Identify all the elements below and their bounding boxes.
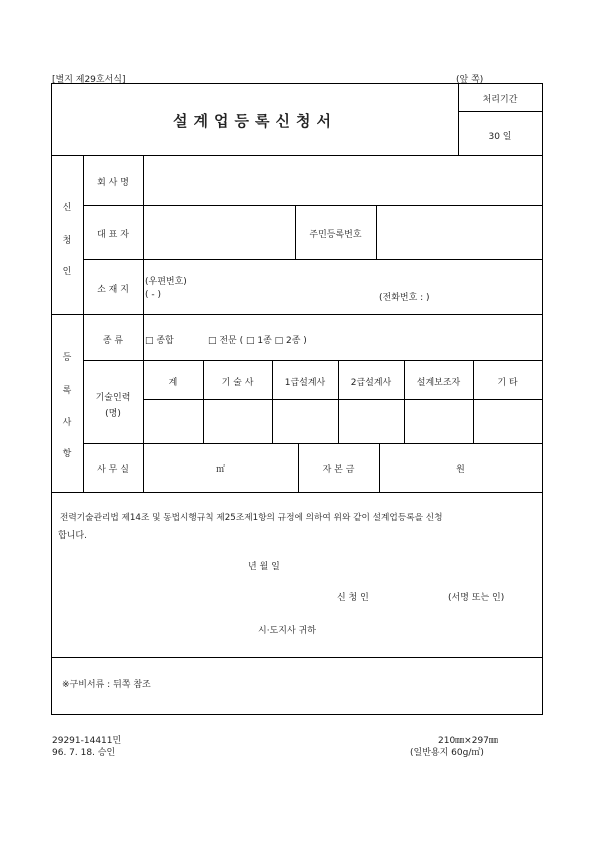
staff-count-cell[interactable]	[475, 402, 540, 441]
postal-code-label: (우편번호)	[145, 277, 187, 287]
statement-text-cont: 합니다.	[58, 531, 87, 541]
staff-label: 기술인력	[95, 393, 131, 403]
rule	[83, 156, 84, 492]
section-char: 인	[62, 267, 72, 277]
paper-type: (일반용지 60g/㎡)	[410, 748, 484, 758]
staff-column-header: 기 술 사	[221, 378, 254, 388]
address-label: 소 재 지	[97, 285, 129, 295]
staff-count-cell[interactable]	[406, 402, 471, 441]
section-char: 신	[62, 203, 72, 213]
statement-text: 전력기술관리법 제14조 및 동법시행규칙 제25조제1항의 규정에 의하여 위와 같이 설계업등록을 신청	[60, 513, 443, 523]
representative-field[interactable]	[146, 208, 292, 256]
section-char: 항	[62, 449, 72, 459]
section-char: 청	[62, 236, 72, 246]
processing-period-value: 30 일	[488, 132, 512, 142]
resident-number-label: 주민등록번호	[309, 230, 362, 240]
company-name-label: 회 사 명	[97, 178, 129, 188]
capital-label: 자 본 금	[322, 465, 355, 475]
section-char: 등	[62, 353, 72, 363]
staff-column-header: 계	[168, 378, 178, 388]
staff-column-header: 기 타	[497, 378, 518, 388]
office-label: 사 무 실	[97, 465, 129, 475]
postal-code-blank[interactable]: ( - )	[145, 290, 161, 300]
staff-count-cell[interactable]	[340, 402, 402, 441]
rule	[52, 492, 542, 493]
applicant-label: 신 청 인	[337, 593, 369, 603]
type-label: 종 류	[102, 336, 124, 346]
required-documents: ※구비서류 : 뒤쪽 참조	[62, 680, 151, 690]
rule	[83, 205, 542, 206]
representative-label: 대 표 자	[97, 230, 129, 240]
form-title: 설계업등록신청서	[173, 112, 337, 130]
rule	[203, 361, 204, 443]
rule	[404, 361, 405, 443]
phone-number-label: (전화번호 : )	[379, 293, 430, 303]
approval-date: 96. 7. 18. 승인	[52, 748, 116, 758]
staff-column-header: 2급설계사	[350, 378, 392, 388]
resident-number-field[interactable]	[379, 208, 539, 256]
company-name-field[interactable]	[146, 158, 539, 202]
rule	[473, 361, 474, 443]
staff-count-cell[interactable]	[274, 402, 336, 441]
form-code: 29291-14411민	[52, 736, 122, 746]
staff-count-cell[interactable]	[205, 402, 270, 441]
rule	[338, 361, 339, 443]
rule	[376, 206, 377, 259]
rule	[272, 361, 273, 443]
signature-label[interactable]: (서명 또는 인)	[448, 593, 505, 603]
type-special-checkbox[interactable]: □ 전문 ( □ 1종 □ 2종 )	[208, 336, 307, 346]
staff-count-cell[interactable]	[145, 402, 201, 441]
rule	[52, 155, 542, 156]
application-date[interactable]: 년 월 일	[248, 562, 280, 572]
form-number: [별지 제29호서식]	[52, 75, 126, 85]
paper-size: 210㎜×297㎜	[438, 736, 498, 746]
staff-column-header: 1급설계사	[284, 378, 326, 388]
capital-unit[interactable]: 원	[456, 465, 465, 475]
rule	[52, 314, 542, 315]
section-char: 록	[62, 386, 72, 396]
rule	[458, 111, 542, 112]
page-side: (앞 쪽)	[456, 75, 484, 85]
type-general-checkbox[interactable]: □ 종합	[145, 336, 174, 346]
staff-unit: (명)	[105, 409, 121, 419]
rule	[143, 156, 144, 492]
office-area-unit[interactable]: ㎡	[215, 465, 225, 475]
section-char: 사	[62, 418, 72, 428]
rule	[83, 259, 542, 260]
rule	[83, 443, 542, 444]
rule	[52, 657, 542, 658]
addressee: 시·도지사 귀하	[258, 626, 316, 636]
processing-period-label: 처리기간	[482, 95, 518, 105]
staff-column-header: 설계보조자	[416, 378, 461, 388]
